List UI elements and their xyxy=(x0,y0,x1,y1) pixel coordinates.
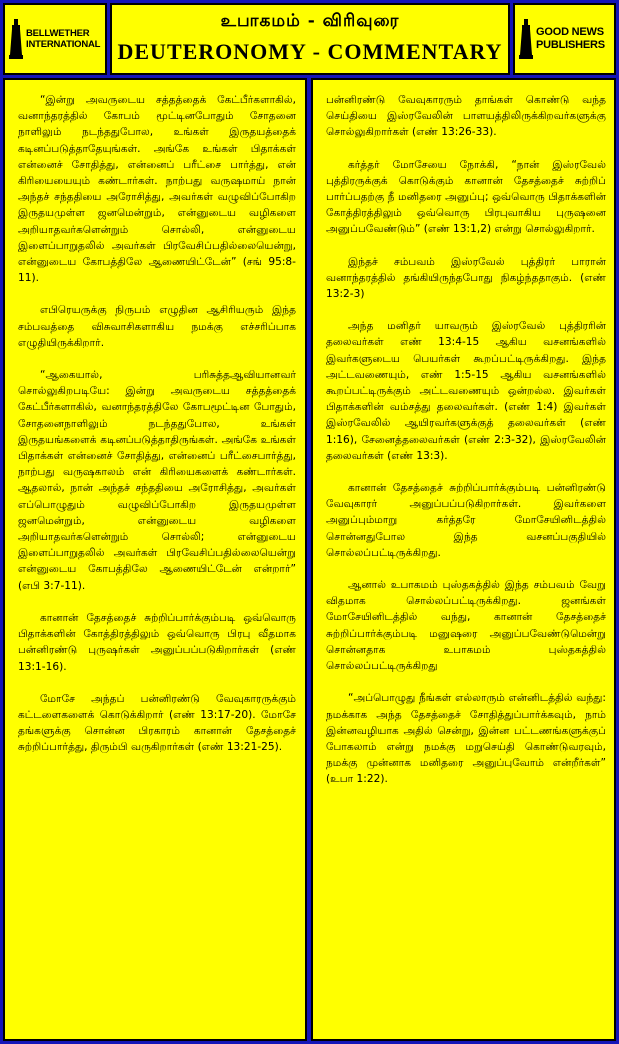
paragraph: “அப்பொழுது நீங்கள் எல்லாரும் என்னிடத்தில் வந்து: நமக்காக அந்த தேசத்தைச் சோதித்துப்பார்க்கவும், நாம் இன்னவழியாக அதில் சென்று, இன்ன பட்டணங்களுக்குப் போகலாம் என்று நமக்கு மறுசெய்தி கொண்டுவரவும், நமக்கு முன்னாக மனிதரை அனுப்புவோம் என்றீர்கள்” (உபா 1:22). xyxy=(326,692,610,786)
logo-line-1: GOOD NEWS xyxy=(536,26,604,38)
paragraph: அந்த மனிதர் யாவரும் இஸ்ரவேல் புத்திரரின் தலைவர்கள் எண் 13:4-15 ஆகிய வசனங்களில் இவர்களுடைய பெயர்கள் கூறப்பட்டிருக்கிறது. இந்த அட்டவணையும், எண் 1:5-15 ஆகிய வசனங்களில் கூறப்பட்டிருக்கும் அட்டவணையும் ஒன்றல்ல. இவர்கள் பிதாக்களின் வம்சத்து தலைவர்கள். (எண் 1:4) இவர்கள் இஸ்ரவேலில் ஆயிரவர்களுக்குத் தலைவர்கள் (எண் 1:16), சேனைத்தலைவர்கள் (எண் 2:3-32), இஸ்ரவேலின் தலைவர்கள் (எண் 13:3). xyxy=(326,320,610,462)
paragraph: “இன்று அவருடைய சத்தத்தைக் கேட்பீர்களாகில், வனாந்தரத்தில் கோபம் மூட்டினபோதும் சோதனை நாளிலும் நடந்ததுபோல, உங்கள் இருதயத்தைக் கடினப்படுத்தாதேயுங்கள். அங்கே உங்கள் பிதாக்கள் என்னைச் சோதித்து, என்னைப் பரீட்சை பார்த்து, என் கிரியையையும் கண்டார்கள். நாற்பது வருஷமாய் நான் அந்தச் சந்ததியை அரோசித்து, அவர்கள் வழுவிப்போகிற இருதயமுள்ள ஜனமென்றும், என்னுடைய வழிகளை அறியாதவர்களென்றும் சொல்லி, என்னுடைய இளைப்பாறுதலில் அவர்கள் பிரவேசிப்பதில்லையென்று, என்னுடைய கோபத்திலே ஆணையிட்டேன்” (சங் 95:8-11). xyxy=(18,94,300,285)
paragraph: மோசே அந்தப் பன்னிரண்டு வேவுகாரருக்கும் கட்டளைகளைக் கொடுக்கிறார் (எண் 13:17-20). மோசே தங்களுக்கு சொன்ன பிரகாரம் கானான் தேசத்தைச் சுற்றிப்பார்த்து, திரும்பி வருகிறார்கள் (எண் 13:21-25). xyxy=(18,692,300,754)
paragraph: எபிரெயருக்கு நிருபம் எழுதின ஆசிரியரும் இந்த சம்பவத்தை விசுவாசிகளாகிய நமக்கு எச்சரிப்பாக எழுதியிருக்கிறார். xyxy=(18,304,300,349)
good-news-logo xyxy=(513,3,616,75)
page-header xyxy=(110,3,510,75)
paragraph: கானான் தேசத்தைச் சுற்றிப்பார்க்கும்படி பன்னிரண்டு வேவுகாரர் அனுப்பப்படுகிறார்கள். இவர்களை அனுப்பும்மாறு கர்த்தரே மோசேயினிடத்தில் சொன்னதுபோல இந்த வசனப்பகுதியில் சொல்லப்பட்டிருக்கிறது. xyxy=(326,482,610,559)
tamil-title: உபாகமம் - விரிவுரை xyxy=(220,11,400,31)
paragraph: பன்னிரண்டு வேவுகாரரும் தாங்கள் கொண்டு வந்த செய்தியை இஸ்ரவேலின் பாளயத்திலிருக்கிறவர்களுக்கு சொல்லுகிறார்கள் (எண் 13:26-33). xyxy=(326,94,610,139)
paragraph: இந்தச் சம்பவம் இஸ்ரவேல் புத்திரர் பாரான் வனாந்தரத்தில் தங்கியிருந்தபோது நிகழ்ந்ததாகும். (எண் 13:2-3) xyxy=(326,255,610,301)
logo-line-2: INTERNATIONAL xyxy=(26,39,101,50)
paragraph: “ஆகையால், பரிசுத்தஆவியானவர் சொல்லுகிறபடியே: இன்று அவருடைய சத்தத்தைக் கேட்பீர்களாகில், வனாந்தரத்திலே கோபமூட்டின போதும், சோதனைநாளிலும் நடந்ததுபோல, உங்கள் இருதயங்களைக் கடினப்படுத்தாதிருங்கள். அங்கே உங்கள் பிதாக்கள் என்னைச் சோதித்து, என்னைப் பரீட்சைபார்த்து, நாற்பது வருஷகாலம் என் கிரியைகளைக் கண்டார்கள். ஆதலால், நான் அந்தச் சந்ததியை அரோசித்து, அவர்கள் எப்பொழுதும் வழுவிப்போகிற இருதயமுள்ள ஜனமென்றும், என்னுடைய வழிகளை அறியாதவர்களென்றும் சொல்லி; என்னுடைய இளைப்பாறுதலில் அவர்கள் பிரவேசிப்பதில்லையென்று என்னுடைய கோபத்திலே ஆணையிட்டேன் என்றார்” (எபி 3:7-11). xyxy=(18,369,300,592)
left-column xyxy=(3,78,307,1041)
tower-icon xyxy=(519,19,533,59)
paragraph: கானான் தேசத்தைச் சுற்றிப்பார்க்கும்படி ஒவ்வொரு பிதாக்களின் கோத்திரத்திலும் ஒவ்வொரு பிரபு வீதமாக பன்னிரண்டு புருஷர்கள் அனுப்பப்படுகிறார்கள் (எண் 13:1-16). xyxy=(18,611,300,673)
tower-icon xyxy=(9,19,23,59)
right-column xyxy=(311,78,616,1041)
paragraph: கர்த்தர் மோசேயை நோக்கி, “நான் இஸ்ரவேல் புத்திரருக்குக் கொடுக்கும் கானான் தேசத்தைச் சுற்றிப் பார்ப்பதற்கு நீ மனிதரை அனுப்பு; ஒவ்வொரு பிதாக்களின் கோத்திரத்திலும் ஒவ்வொரு பிரபுவாகிய புருஷனை அனுப்பவேண்டும்” (எண் 13:1,2) என்று சொல்லுகிறார். xyxy=(326,158,610,236)
logo-line-1: BELLWETHER xyxy=(26,28,90,39)
bellwether-logo xyxy=(3,3,107,75)
english-title: DEUTERONOMY - COMMENTARY xyxy=(117,39,503,64)
logo-line-2: PUBLISHERS xyxy=(536,39,605,51)
paragraph: ஆனால் உபாகமம் புஸ்தகத்தில் இந்த சம்பவம் வேறு விதமாக சொல்லப்பட்டிருக்கிறது. ஜனங்கள் மோசேயினிடத்தில் வந்து, கானான் தேசத்தைச் சுற்றிப்பார்க்கும்படி மனுஷரை அனுப்பவேண்டுமென்று சொன்னதாக உபாகமம் புஸ்தகத்தில் சொல்லப்பட்டிருக்கிறது xyxy=(326,579,610,673)
